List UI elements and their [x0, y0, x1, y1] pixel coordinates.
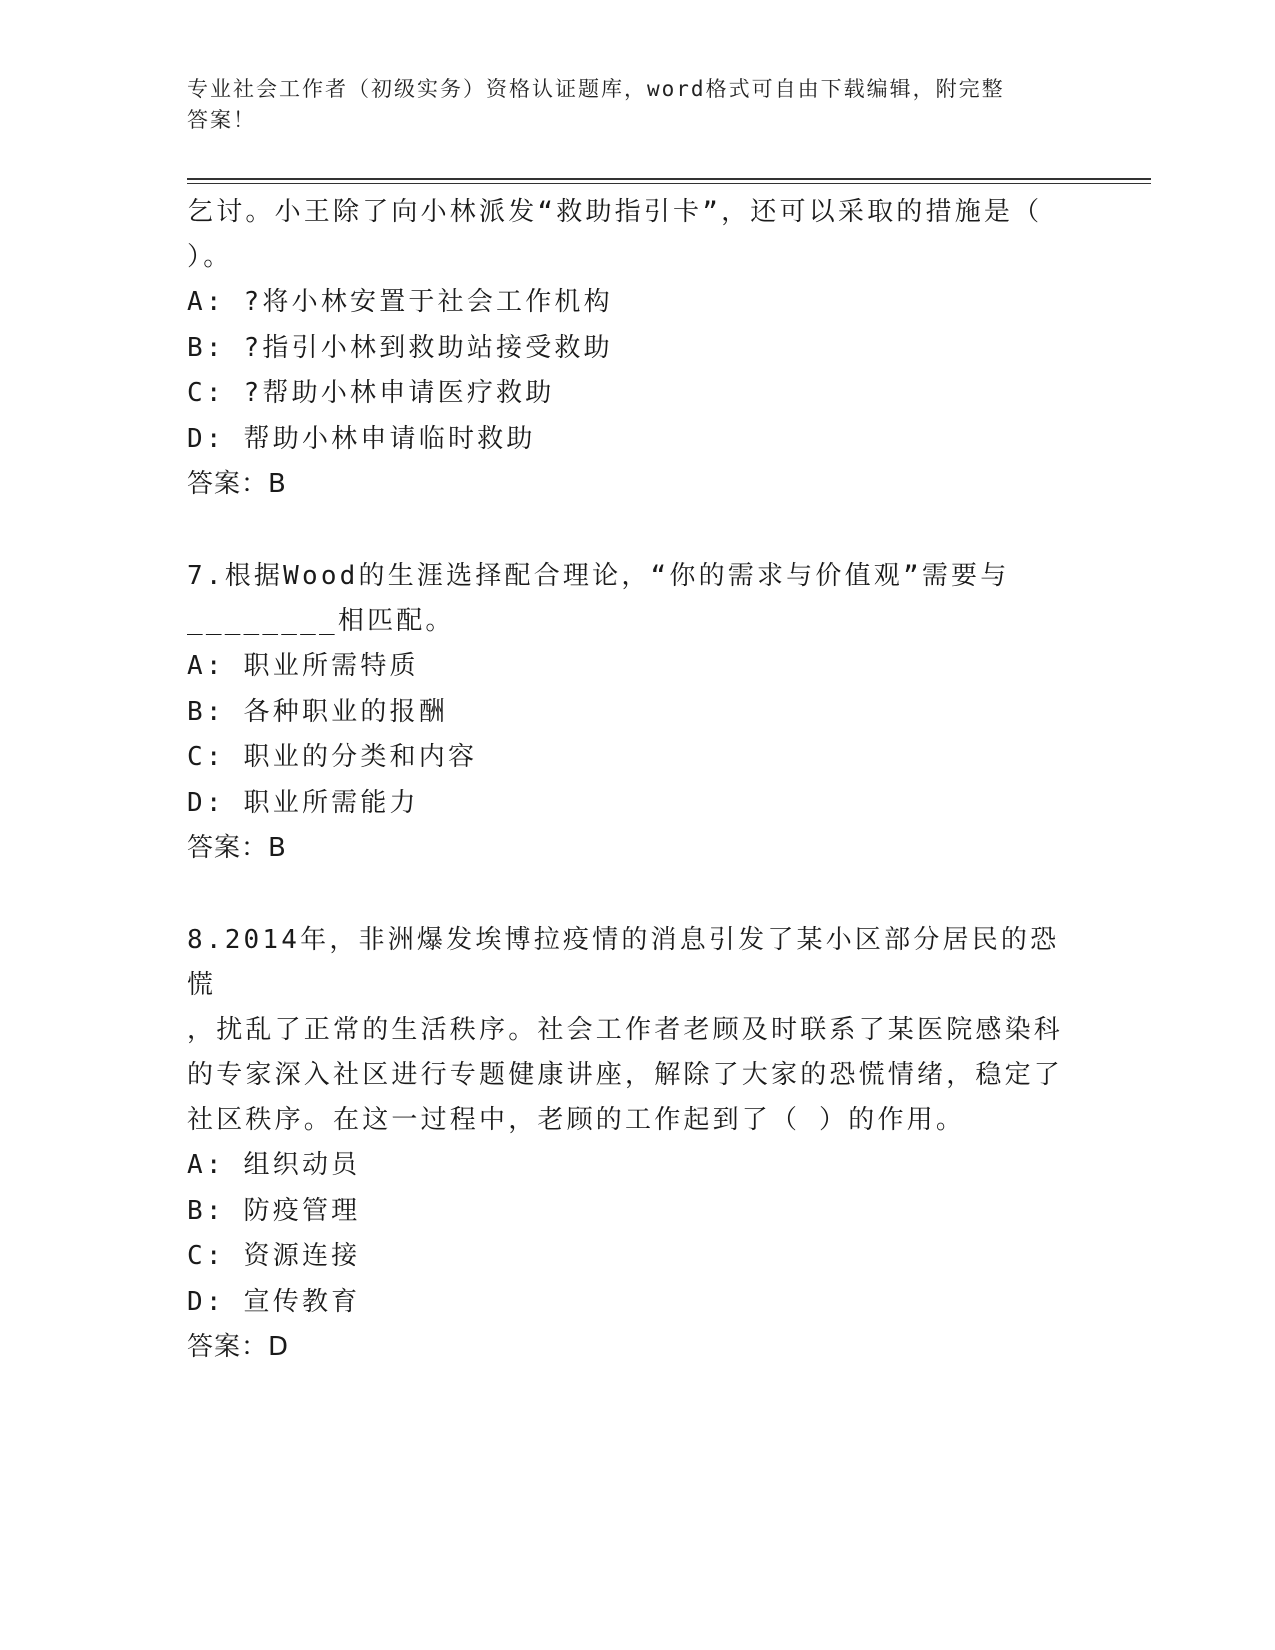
question-stem-line: ，扰乱了正常的生活秩序。社会工作者老顾及时联系了某医院感染科 [187, 1015, 1064, 1045]
option-a: A: 职业所需特质 [187, 651, 419, 681]
question-6 [187, 190, 1087, 507]
answer-line: 答案：D [187, 1332, 290, 1362]
question-spacer [187, 871, 1087, 918]
option-b: B: 防疫管理 [187, 1195, 361, 1226]
question-stem-line: 7.根据Wood的生涯选择配合理论，“你的需求与价值观”需要与 [187, 561, 1010, 591]
question-stem-line: 8.2014年，非洲爆发埃博拉疫情的消息引发了某小区部分居民的恐慌 [187, 925, 1060, 1000]
option-d: D: 宣传教育 [187, 1286, 361, 1317]
option-b: B: 各种职业的报酬 [187, 696, 448, 727]
option-b: B: ?指引小林到救助站接受救助 [187, 332, 613, 363]
question-stem-line: 乞讨。小王除了向小林派发“救助指引卡”，还可以采取的措施是（ [187, 197, 1043, 227]
option-a: A: 组织动员 [187, 1150, 361, 1180]
option-c: C: 职业的分类和内容 [187, 742, 478, 772]
option-a: A: ?将小林安置于社会工作机构 [187, 287, 613, 317]
question-7 [187, 554, 1087, 871]
option-c: C: ?帮助小林申请医疗救助 [187, 378, 555, 408]
header-line-1: 专业社会工作者（初级实务）资格认证题库，word格式可自由下载编辑，附完整 [187, 77, 1005, 101]
option-c: C: 资源连接 [187, 1241, 361, 1271]
question-8 [187, 918, 1087, 1370]
header-divider-thick [187, 178, 1151, 180]
header-divider-thin [187, 183, 1151, 184]
option-d: D: 职业所需能力 [187, 787, 419, 818]
question-stem-line: 的专家深入社区进行专题健康讲座，解除了大家的恐慌情绪，稳定了 [187, 1060, 1064, 1090]
answer-line: 答案：B [187, 833, 287, 863]
question-stem-line: ）。 [187, 242, 233, 272]
answer-line: 答案：B [187, 469, 287, 499]
option-d: D: 帮助小林申请临时救助 [187, 423, 536, 454]
document-body [187, 190, 1087, 1370]
question-stem-line: ________相匹配。 [187, 606, 455, 636]
question-spacer [187, 507, 1087, 554]
question-stem-line: 社区秩序。在这一过程中，老顾的工作起到了（ ）的作用。 [187, 1105, 966, 1135]
header-line-2: 答案！ [187, 108, 256, 132]
page-header [187, 74, 1067, 136]
